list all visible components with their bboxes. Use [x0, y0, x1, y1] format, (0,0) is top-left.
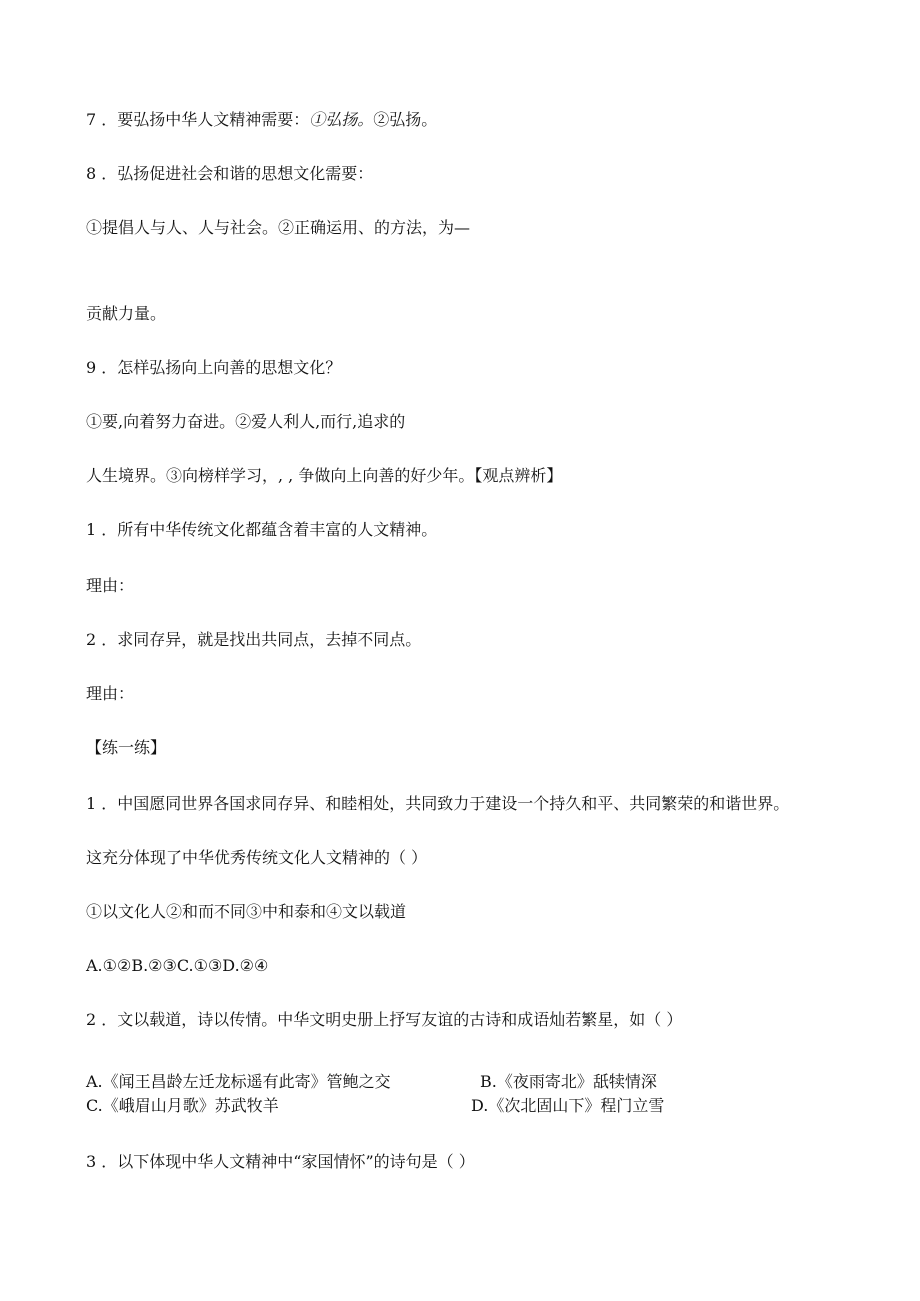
practice-2-option-b: B.《夜雨寄北》舐犊情深: [480, 1072, 657, 1091]
question-7: [86, 110, 437, 130]
question-8-line-1: ①提倡人与人、人与社会。②正确运用、的方法，为—: [86, 218, 471, 237]
question-9: 9 ．怎样弘扬向上向善的思想文化？: [86, 358, 342, 377]
viewpoint-2: 2 ．求同存异，就是找出共同点，去掉不同点。: [86, 630, 422, 649]
question-8: 8 ．弘扬促进社会和谐的思想文化需要：: [86, 164, 374, 183]
practice-2-option-a: A.《闻王昌龄左迁龙标遥有此寄》管鲍之交: [86, 1072, 391, 1091]
viewpoint-2-reason: 理由：: [86, 684, 135, 703]
practice-1-choices: ①以文化人②和而不同③中和泰和④文以载道: [86, 902, 407, 921]
practice-1: 1 ．中国愿同世界各国求同存异、和睦相处，共同致力于建设一个持久和平、共同繁荣的和谐世界。: [86, 794, 790, 813]
question-7-prefix: 7 ．要弘扬中华人文精神需要：: [86, 110, 310, 129]
question-8-line-2: 贡献力量。: [86, 304, 167, 323]
viewpoint-1: 1 ．所有中华传统文化都蕴含着丰富的人文精神。: [86, 520, 438, 539]
practice-1-line-2: 这充分体现了中华优秀传统文化人文精神的（ ）: [86, 848, 428, 867]
viewpoint-1-reason: 理由：: [86, 576, 135, 595]
practice-header: 【练一练】: [86, 738, 167, 757]
practice-2-option-c: C.《峨眉山月歌》苏武牧羊: [86, 1096, 279, 1115]
practice-3: 3 ．以下体现中华人文精神中“家国情怀”的诗句是（ ）: [86, 1152, 475, 1171]
practice-1-options: A.①②B.②③C.①③D.②④: [86, 956, 269, 975]
question-9-line-2: 人生境界。③向榜样学习，, , 争做向上向善的好少年。【观点辨析】: [86, 466, 563, 485]
question-7-italic: ①弘扬。: [309, 110, 374, 129]
question-9-line-1: ①要,向着努力奋进。②爱人利人,而行,追求的: [86, 412, 406, 431]
question-7-suffix: ②弘扬。: [373, 110, 438, 129]
practice-2-option-d: D.《次北固山下》程门立雪: [471, 1096, 665, 1115]
practice-2: 2 ．文以载道，诗以传情。中华文明史册上抒写友谊的古诗和成语灿若繁星，如（ ）: [86, 1010, 683, 1029]
